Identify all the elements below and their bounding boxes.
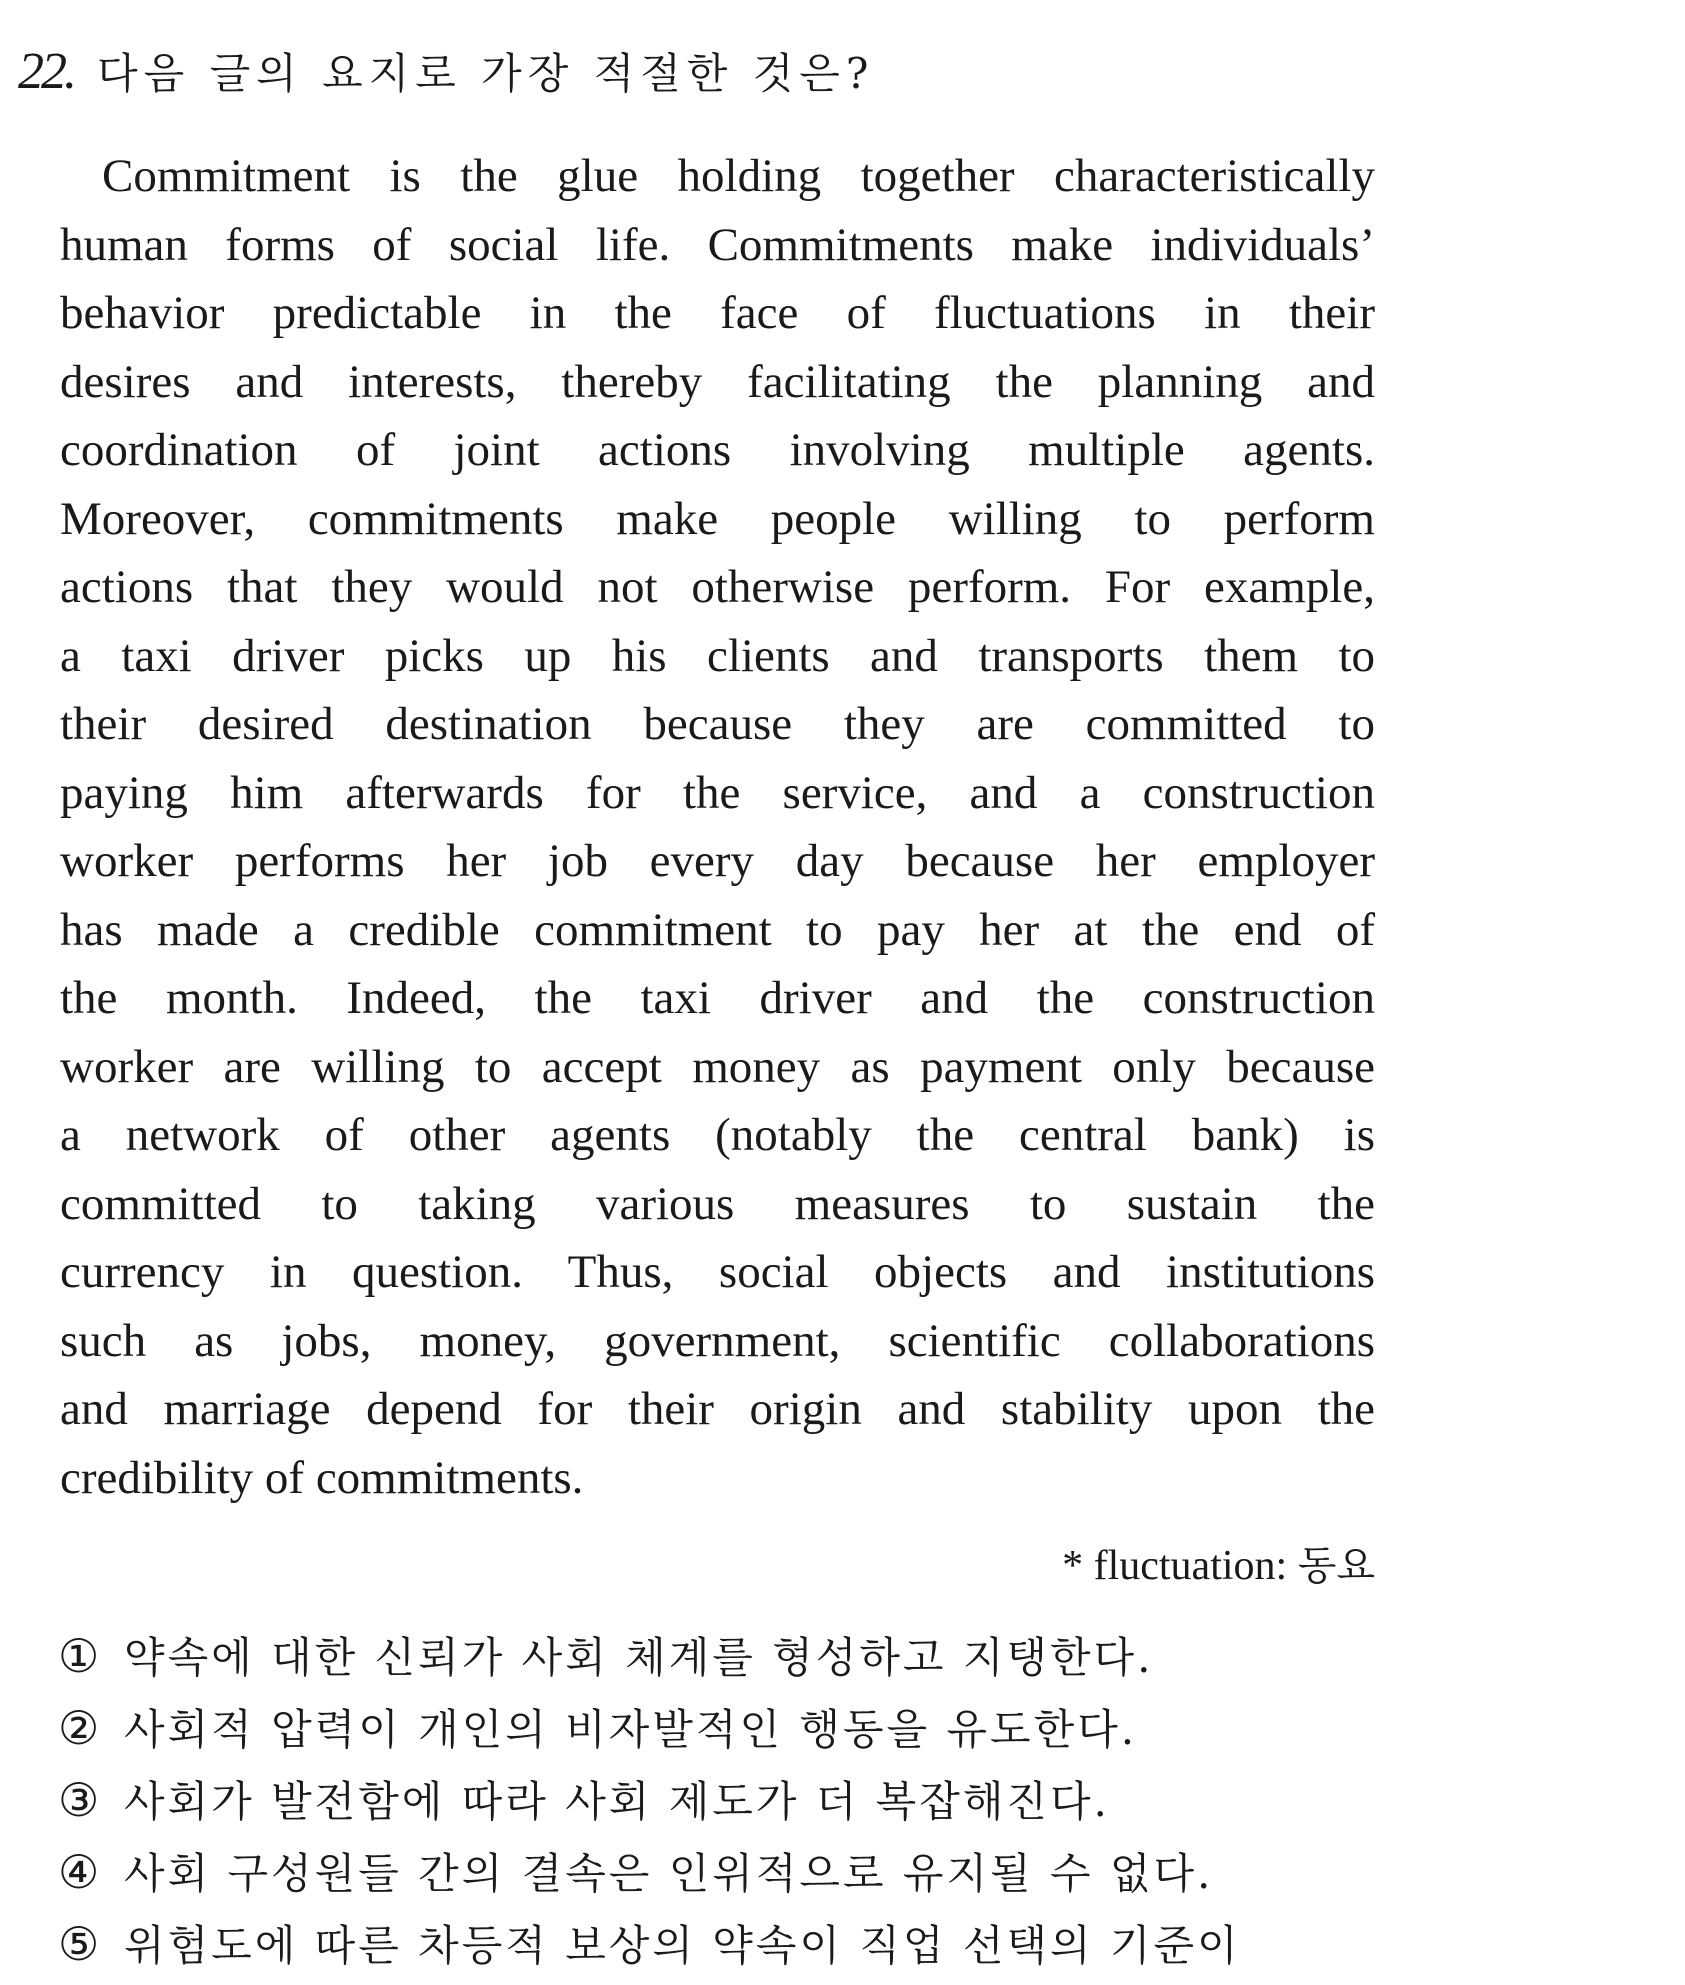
passage-line: a taxi driver picks up his clients and transports them to [60,629,1375,682]
passage-line: and marriage depend for their origin and stability upon the [60,1383,1375,1435]
option-text: 사회 구성원들 간의 결속은 인위적으로 유지될 수 없다. [124,1849,1214,1898]
passage-line: actions that they would not otherwise perform. For example, [60,561,1375,613]
footnote-gloss: 동요 [1297,1543,1375,1589]
option-text: 약속에 대한 신뢰가 사회 체계를 형성하고 지탱한다. [124,1633,1154,1682]
question-prompt: 다음 글의 요지로 가장 적절한 것은? [97,49,875,98]
answer-option-2[interactable] [58,1692,1358,1764]
passage-line: desires and interests, thereby facilitating the planning and [60,355,1375,408]
passage-line: the month. Indeed, the taxi driver and the construction [60,972,1375,1024]
option-number: ① [58,1629,103,1683]
passage-line: paying him afterwards for the service, and a construction [60,766,1375,819]
option-number: ③ [58,1773,103,1827]
answer-option-3[interactable] [58,1764,1358,1836]
footnote [1062,1538,1375,1594]
passage-line: human forms of social life. Commitments make individuals’ [60,218,1375,271]
option-number: ⑤ [58,1917,103,1971]
answer-option-5[interactable] [58,1908,1358,1980]
answer-option-4[interactable] [58,1836,1358,1908]
passage-line: committed to taking various measures to sustain the [60,1177,1375,1230]
passage-line: a network of other agents (notably the central bank) is [60,1109,1375,1161]
question-header [18,42,874,102]
passage-line: has made a credible commitment to pay her at the end of [60,903,1375,956]
passage-line: their desired destination because they are committed to [60,698,1375,750]
footnote-term: fluctuation: [1093,1543,1288,1589]
answer-option-1[interactable] [58,1620,1358,1692]
option-text: 위험도에 따른 차등적 보상의 약속이 직업 선택의 기준이 [124,1921,1241,1970]
passage-line: such as jobs, money, government, scientific collaborations [60,1314,1375,1367]
passage-line: credibility of commitments. [60,1451,584,1504]
question-number: 22. [18,43,74,100]
option-number: ② [58,1701,103,1755]
passage-line: behavior predictable in the face of fluctuations in their [60,287,1375,339]
passage-line: worker performs her job every day because her employer [60,835,1375,887]
passage-line: Commitment is the glue holding together characteristically [102,150,1375,202]
passage-line: Moreover, commitments make people willing to perform [60,492,1375,545]
passage [60,142,1375,1512]
option-text: 사회가 발전함에 따라 사회 제도가 더 복잡해진다. [124,1777,1110,1826]
passage-line: currency in question. Thus, social objects and institutions [60,1246,1375,1298]
passage-line: worker are willing to accept money as payment only because [60,1040,1375,1093]
answer-options [58,1620,1358,1980]
option-text: 사회적 압력이 개인의 비자발적인 행동을 유도한다. [124,1705,1138,1754]
footnote-marker: * [1062,1543,1084,1589]
option-number: ④ [58,1845,103,1899]
passage-line: coordination of joint actions involving multiple agents. [60,424,1375,476]
